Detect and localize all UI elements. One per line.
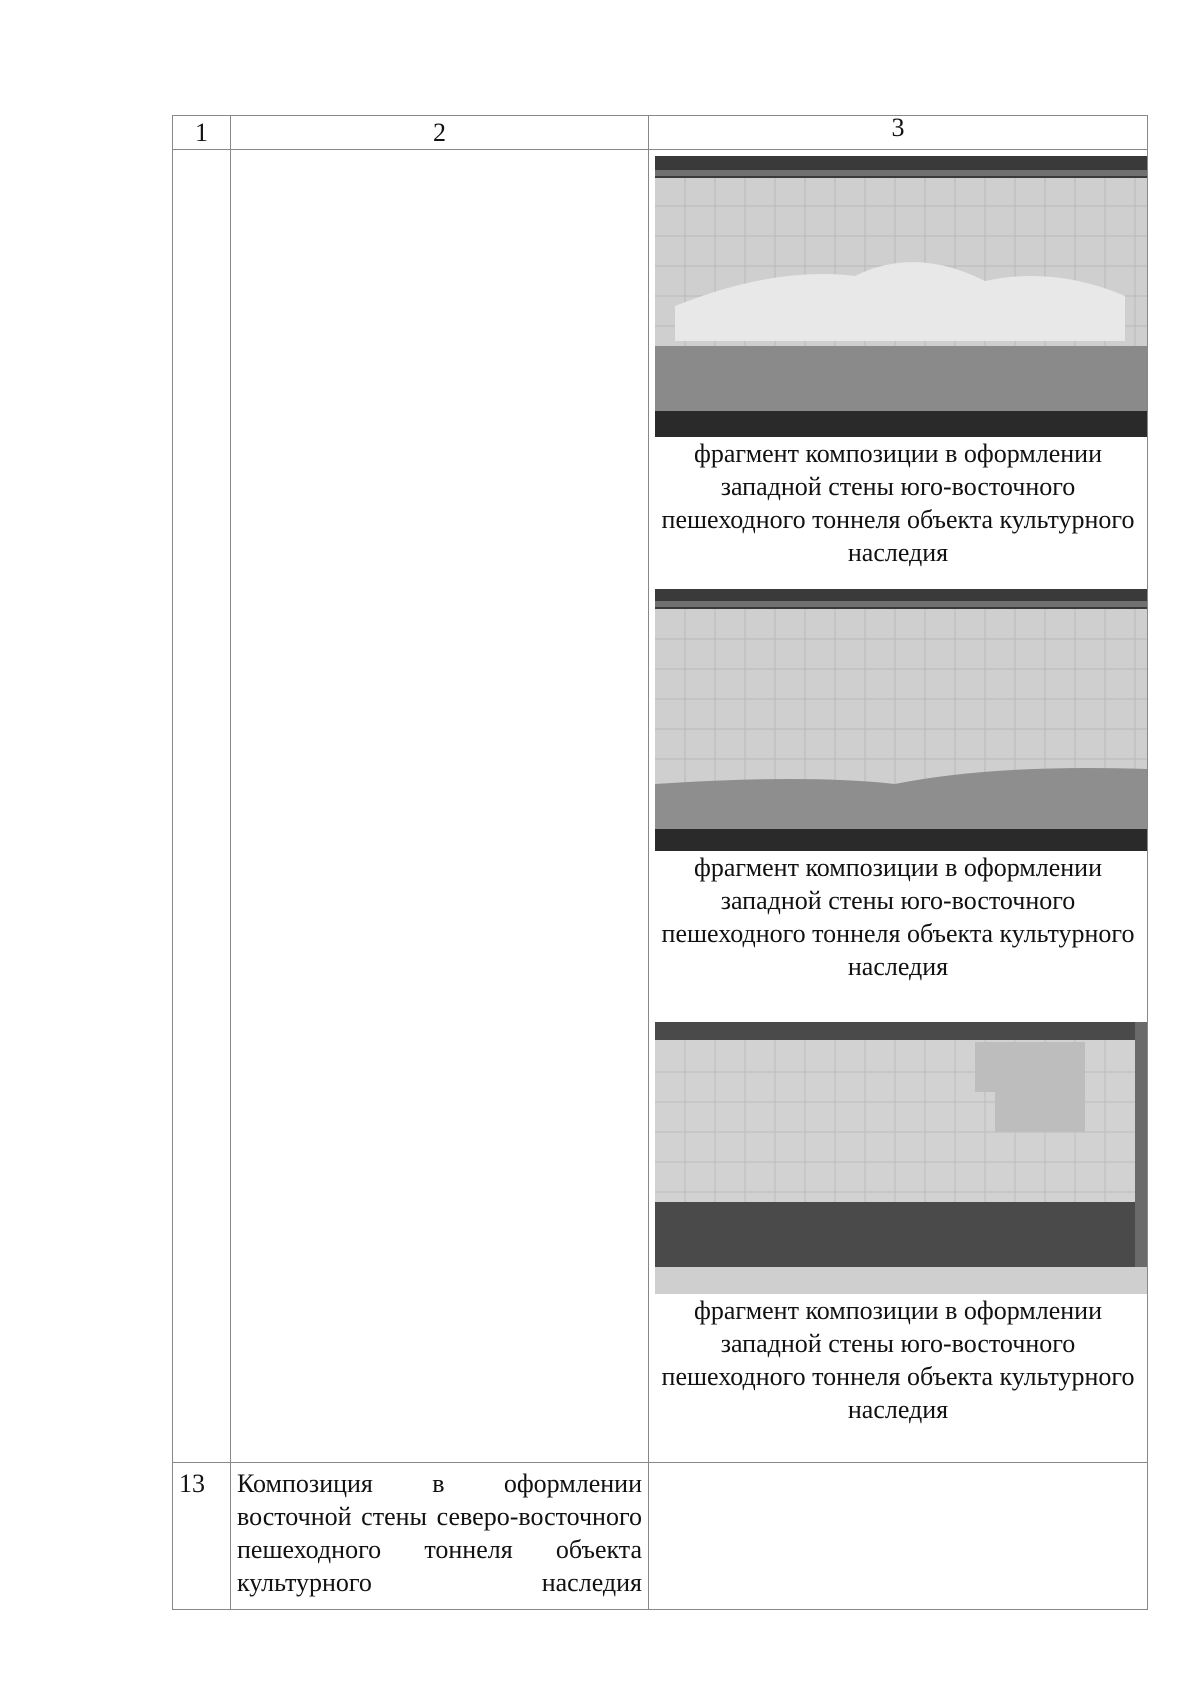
row-13 — [173, 1463, 1148, 1610]
figure-block — [649, 1022, 1147, 1462]
row-12-continued — [173, 150, 1148, 1463]
tunnel-wall-photo — [655, 589, 1147, 851]
document-table — [172, 115, 1148, 1610]
description-cell-empty — [231, 150, 649, 1463]
figure-caption: фрагмент композиции в оформлении западной стены юго-восточного пешеходного тоннеля объекта культурного наследия — [661, 439, 1135, 567]
tunnel-wall-photo — [655, 156, 1147, 437]
header-cell-1: 1 — [173, 116, 231, 150]
number-cell-empty — [173, 150, 231, 1463]
row-description: Композиция в оформлении восточной стены северо-восточного пешеходного тоннеля объекта культурного наследия — [231, 1463, 649, 1610]
header-row — [173, 116, 1148, 150]
figure-block — [649, 589, 1147, 1016]
figure-caption: фрагмент композиции в оформлении западной стены юго-восточного пешеходного тоннеля объекта культурного наследия — [661, 1296, 1135, 1424]
figure-block — [649, 156, 1147, 583]
row-number: 13 — [173, 1463, 231, 1610]
tunnel-wall-photo — [655, 1022, 1147, 1294]
header-cell-3: 3 — [649, 116, 1148, 150]
row-figure-cell-empty — [649, 1463, 1148, 1610]
figure-caption: фрагмент композиции в оформлении западной стены юго-восточного пешеходного тоннеля объекта культурного наследия — [661, 853, 1135, 981]
header-cell-2: 2 — [231, 116, 649, 150]
figures-cell — [649, 150, 1148, 1463]
